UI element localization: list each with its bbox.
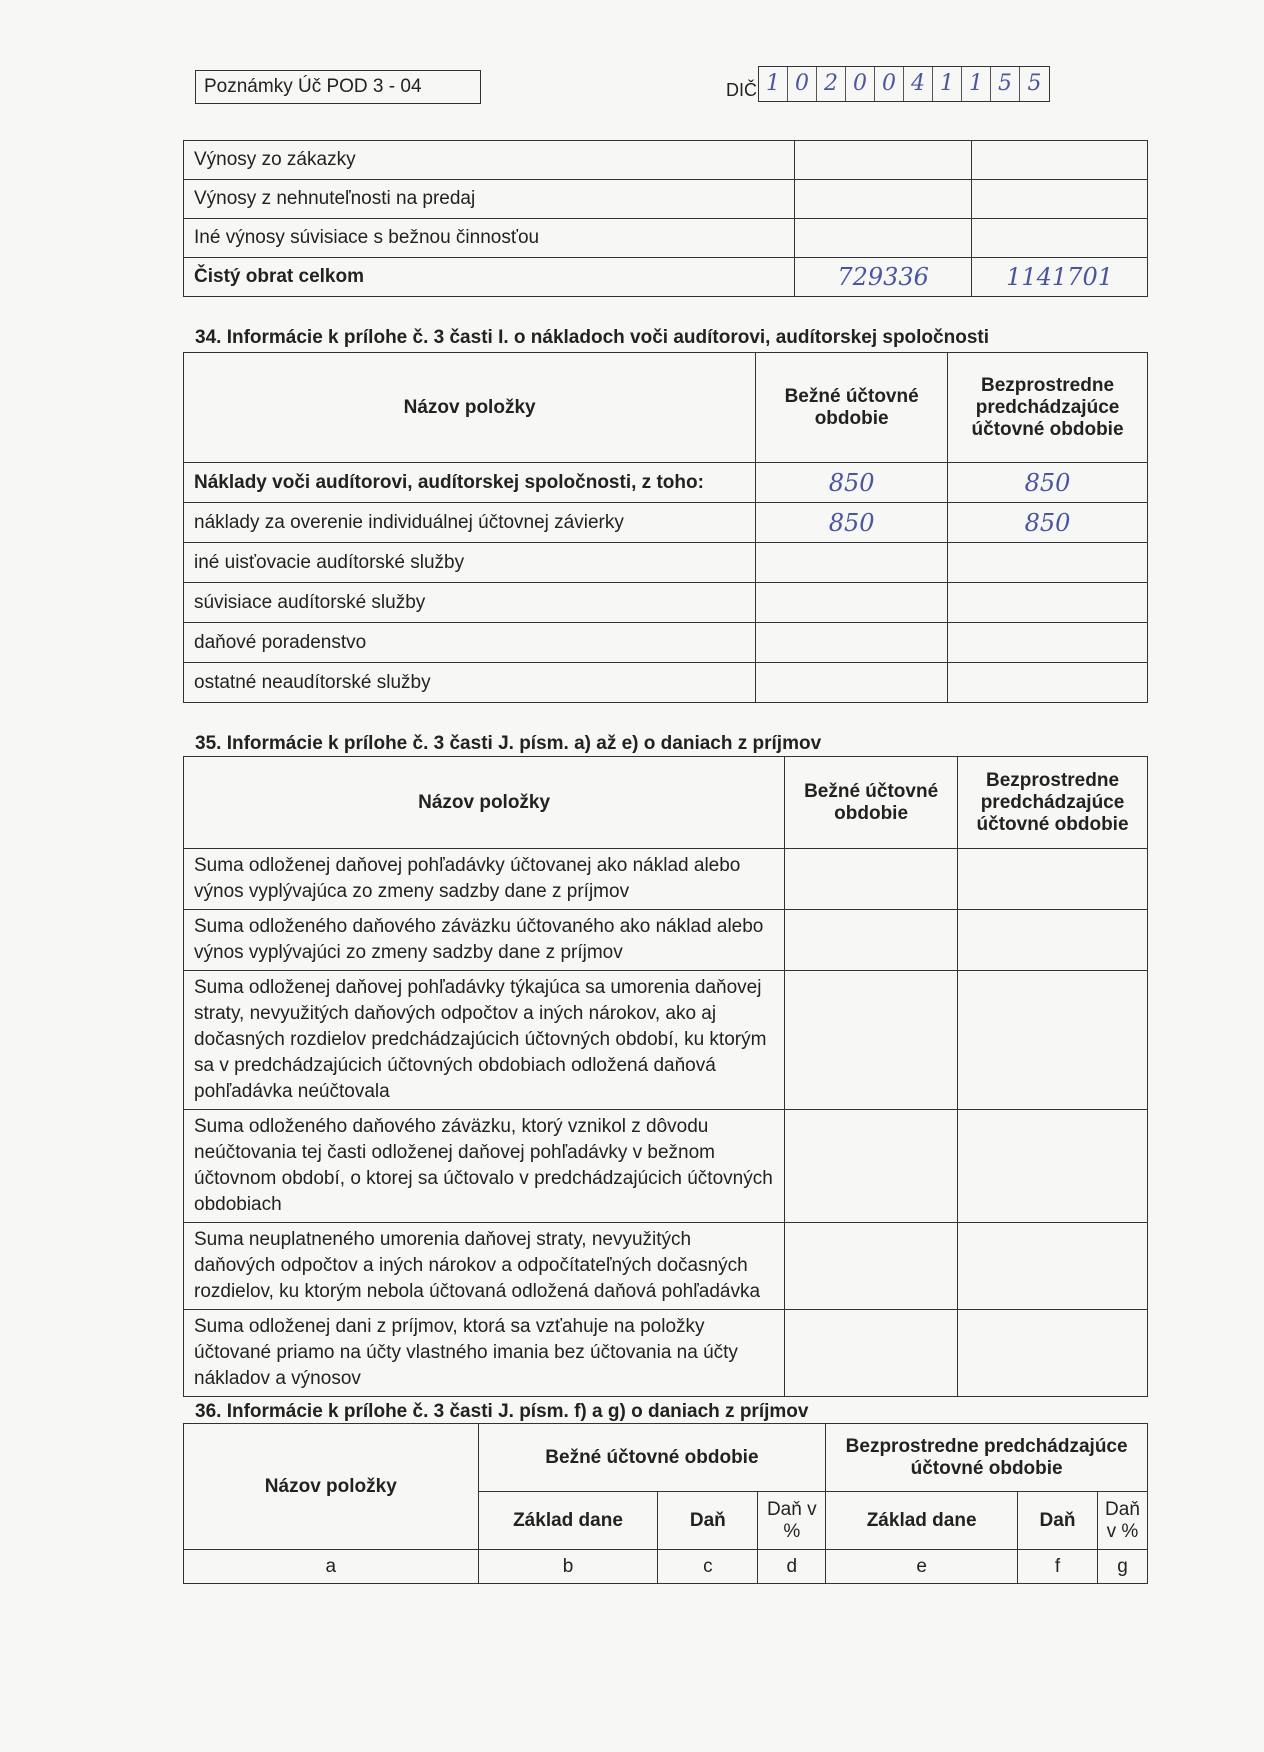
col-header-current: Bežné účtovné obdobie	[478, 1424, 826, 1492]
row-label: daňové poradenstvo	[184, 623, 756, 663]
table-header-row	[184, 353, 1148, 463]
section-35-title: 35. Informácie k prílohe č. 3 časti J. písm. a) až e) o daniach z príjmov	[195, 733, 822, 754]
table-row	[184, 503, 1148, 543]
dic-digit: 0	[788, 67, 817, 101]
previous-value	[958, 1223, 1148, 1310]
current-value	[756, 543, 948, 583]
current-value	[756, 663, 948, 703]
table-row	[184, 849, 1148, 910]
letters-row	[184, 1550, 1148, 1584]
row-label: Iné výnosy súvisiace s bežnou činnosťou	[184, 219, 795, 258]
table-row	[184, 910, 1148, 971]
section-34-title: 34. Informácie k prílohe č. 3 časti I. o nákladoch voči audítorovi, audítorskej spoločnosti	[195, 327, 989, 348]
dic-digit: 1	[962, 67, 991, 101]
col-letter: e	[826, 1550, 1018, 1584]
row-label: Suma odloženého daňového záväzku účtovaného ako náklad alebo výnos vyplývajúci zo zmeny sadzby dane z príjmov	[184, 910, 785, 971]
current-value	[795, 141, 972, 180]
current-value	[785, 1310, 958, 1397]
previous-value	[948, 543, 1148, 583]
col-letter: g	[1097, 1550, 1147, 1584]
row-label: Suma odloženej dani z príjmov, ktorá sa vzťahuje na položky účtované priamo na účty vlastného imania bez účtovania na účty nákladov a výnosov	[184, 1310, 785, 1397]
dic-digit: 2	[817, 67, 846, 101]
current-value: 729336	[795, 258, 972, 297]
col-letter: c	[658, 1550, 758, 1584]
previous-value	[972, 219, 1148, 258]
table-row	[184, 463, 1148, 503]
col-header-current: Bežné účtovné obdobie	[785, 757, 958, 849]
dic-field	[758, 66, 1050, 102]
col-letter: d	[758, 1550, 826, 1584]
row-label: Výnosy zo zákazky	[184, 141, 795, 180]
previous-value	[958, 1310, 1148, 1397]
revenue-table	[183, 140, 1148, 297]
current-value	[756, 623, 948, 663]
dic-digit: 0	[875, 67, 904, 101]
dic-digit: 1	[759, 67, 788, 101]
section-36-title: 36. Informácie k prílohe č. 3 časti J. písm. f) a g) o daniach z príjmov	[195, 1401, 809, 1422]
auditor-costs-table	[183, 352, 1148, 703]
col-header-tax-base-prev: Základ dane	[826, 1492, 1018, 1550]
previous-value	[972, 141, 1148, 180]
table-row	[184, 543, 1148, 583]
previous-value	[948, 663, 1148, 703]
current-value	[785, 1223, 958, 1310]
previous-value: 1141701	[972, 258, 1148, 297]
row-label: náklady za overenie individuálnej účtovnej závierky	[184, 503, 756, 543]
table-header-row	[184, 757, 1148, 849]
dic-digit: 4	[904, 67, 933, 101]
col-header-tax-base: Základ dane	[478, 1492, 658, 1550]
col-letter: f	[1018, 1550, 1098, 1584]
previous-value	[958, 849, 1148, 910]
table-row	[184, 623, 1148, 663]
table-row	[184, 180, 1148, 219]
table-row	[184, 971, 1148, 1110]
col-header-name: Názov položky	[184, 757, 785, 849]
row-label: Suma odloženého daňového záväzku, ktorý vznikol z dôvodu neúčtovania tej časti odloženej daňovej pohľadávky v bežnom účtovnom období, o ktorej sa účtovalo v predchádzajúcich účtovných obdobiach	[184, 1110, 785, 1223]
row-label: Suma odloženej daňovej pohľadávky účtovanej ako náklad alebo výnos vyplývajúca zo zmeny sadzby dane z príjmov	[184, 849, 785, 910]
previous-value: 850	[948, 463, 1148, 503]
col-header-tax-pct: Daň v %	[758, 1492, 826, 1550]
col-header-tax-prev: Daň	[1018, 1492, 1098, 1550]
current-value	[795, 219, 972, 258]
col-letter: b	[478, 1550, 658, 1584]
col-letter: a	[184, 1550, 479, 1584]
row-label: Výnosy z nehnuteľnosti na predaj	[184, 180, 795, 219]
current-value	[785, 910, 958, 971]
table-row	[184, 663, 1148, 703]
dic-label: DIČ	[726, 80, 757, 100]
col-header-current: Bežné účtovné obdobie	[756, 353, 948, 463]
row-label: Suma odloženej daňovej pohľadávky týkajúca sa umorenia daňovej straty, nevyužitých daňových odpočtov a iných nárokov, ako aj dočasných rozdielov predchádzajúcich účtovných období, ku ktorým sa v predchádzajúcich účtovných obdobiach odložená daňová pohľadávka neúčtovala	[184, 971, 785, 1110]
current-value: 850	[756, 503, 948, 543]
table-row	[184, 141, 1148, 180]
col-header-previous: Bezprostredne predchádzajúce účtovné obdobie	[826, 1424, 1148, 1492]
previous-value	[958, 1110, 1148, 1223]
table-row	[184, 258, 1148, 297]
row-label: súvisiace audítorské služby	[184, 583, 756, 623]
row-label: Suma neuplatneného umorenia daňovej straty, nevyužitých daňových odpočtov a iných nárokov a odpočítateľných dočasných rozdielov, ku ktorým nebola účtovaná odložená daňová pohľadávka	[184, 1223, 785, 1310]
row-label: Čistý obrat celkom	[184, 258, 795, 297]
form-label: Poznámky Úč POD 3 - 04	[195, 70, 481, 104]
table-row	[184, 1310, 1148, 1397]
current-value	[756, 583, 948, 623]
col-header-previous: Bezprostredne predchádzajúce účtovné obdobie	[958, 757, 1148, 849]
col-header-tax: Daň	[658, 1492, 758, 1550]
previous-value: 850	[948, 503, 1148, 543]
previous-value	[958, 910, 1148, 971]
table-row	[184, 219, 1148, 258]
dic-digit: 0	[846, 67, 875, 101]
tax-base-table	[183, 1423, 1148, 1584]
current-value	[785, 849, 958, 910]
previous-value	[948, 583, 1148, 623]
table-row	[184, 1223, 1148, 1310]
table-row	[184, 1110, 1148, 1223]
col-header-name: Názov položky	[184, 353, 756, 463]
previous-value	[972, 180, 1148, 219]
dic-digit: 5	[1027, 71, 1042, 96]
col-header-tax-pct-prev: Daň v %	[1097, 1492, 1147, 1550]
table-header-row	[184, 1424, 1148, 1492]
dic-digit: 5	[991, 67, 1020, 101]
income-tax-table	[183, 756, 1148, 1397]
row-label: iné uisťovacie audítorské služby	[184, 543, 756, 583]
table-row	[184, 583, 1148, 623]
current-value	[785, 971, 958, 1110]
previous-value	[948, 623, 1148, 663]
current-value: 850	[756, 463, 948, 503]
row-label: ostatné neaudítorské služby	[184, 663, 756, 703]
dic-digit: 1	[933, 67, 962, 101]
current-value	[795, 180, 972, 219]
current-value	[785, 1110, 958, 1223]
col-header-previous: Bezprostredne predchádzajúce účtovné obdobie	[948, 353, 1148, 463]
col-header-name: Názov položky	[184, 1424, 479, 1550]
previous-value	[958, 971, 1148, 1110]
row-label: Náklady voči audítorovi, audítorskej spoločnosti, z toho:	[184, 463, 756, 503]
